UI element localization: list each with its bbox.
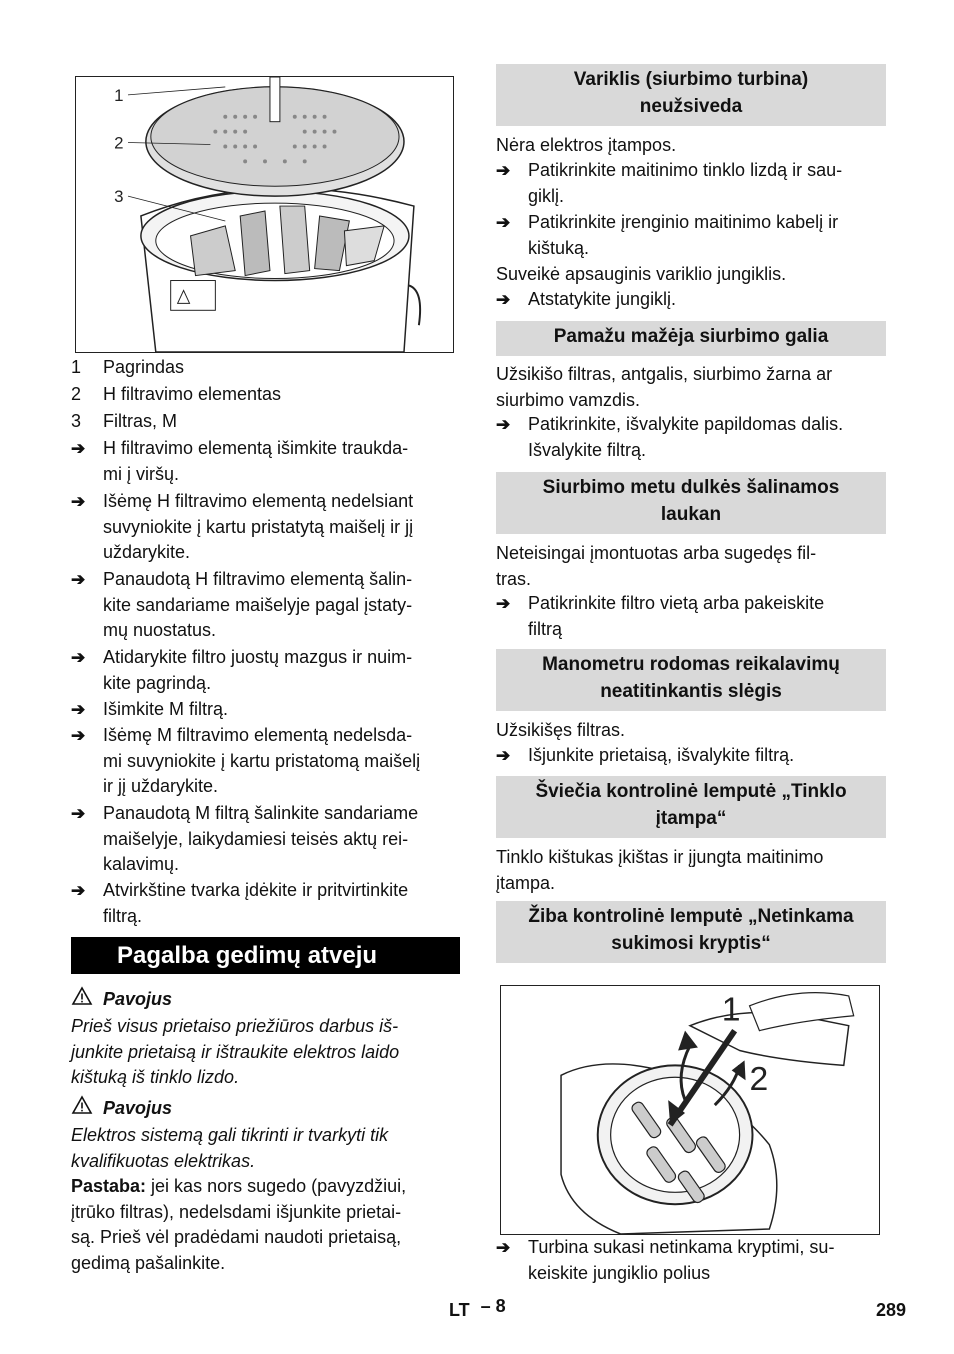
figure-label-2: 2	[114, 133, 124, 153]
arrow-right-icon: ➔	[496, 1238, 511, 1257]
instruction-step	[71, 567, 460, 644]
cause-text: Tinklo kištukas įkištas ir įjungta maitinimo įtampa.	[496, 847, 824, 893]
footer-lang: LT	[449, 1300, 470, 1320]
subsection-heading: Šviečia kontrolinė lemputė „Tinklo įtampa“	[496, 776, 886, 838]
instruction-step	[496, 210, 886, 261]
footer-local-page: – 8	[480, 1296, 506, 1316]
subsection-heading: Siurbimo metu dulkės šalinamos laukan	[496, 472, 886, 534]
step-text: Patikrinkite maitinimo tinklo lizdą ir sau- giklį.	[528, 160, 843, 206]
arrow-right-icon: ➔	[496, 290, 511, 309]
legend-number: 3	[71, 411, 82, 431]
legend-number: 1	[71, 357, 82, 377]
arrow-right-icon: ➔	[496, 415, 511, 434]
subsection-heading: Manometru rodomas reikalavimų neatitinkantis slėgis	[496, 649, 886, 711]
cause-text: Suveikė apsauginis variklio jungiklis.	[496, 264, 787, 284]
figure-label-1: 1	[114, 85, 124, 105]
cause-text: Užsikišęs filtras.	[496, 720, 626, 740]
warning-label-text: Pavojus	[103, 989, 173, 1009]
legend-item	[71, 382, 281, 408]
arrow-right-icon: ➔	[71, 648, 86, 667]
cause-text: Užsikišo filtras, antgalis, siurbimo žarna ar siurbimo vamzdis.	[496, 364, 833, 410]
instruction-step	[71, 801, 460, 878]
step-text: Atidarykite filtro juostų mazgus ir nuim- kite pagrindą.	[103, 647, 413, 693]
arrow-right-icon: ➔	[71, 881, 86, 900]
arrow-right-icon: ➔	[496, 213, 511, 232]
warning-triangle-icon	[71, 986, 95, 1014]
step-text: Patikrinkite įrenginio maitinimo kabelį ir kištuką.	[528, 212, 839, 258]
filter-illustration	[76, 77, 453, 352]
step-text: H filtravimo elementą išimkite traukda- mi į viršų.	[103, 438, 409, 484]
step-text: Išjunkite prietaisą, išvalykite filtrą.	[528, 745, 795, 765]
plug-illustration	[501, 986, 879, 1234]
instruction-step	[71, 489, 460, 566]
figure-label-2: 2	[749, 1060, 769, 1099]
arrow-right-icon: ➔	[71, 492, 86, 511]
section-title: Pagalba gedimų atveju	[71, 937, 460, 974]
instruction-step	[71, 878, 460, 929]
warning-label-text: Pavojus	[103, 1098, 173, 1118]
footer-language	[449, 1298, 506, 1324]
arrow-right-icon: ➔	[496, 746, 511, 765]
instruction-step	[496, 158, 886, 209]
legend-text: Filtras, M	[103, 411, 177, 431]
arrow-right-icon: ➔	[71, 726, 86, 745]
instruction-step	[71, 723, 460, 800]
step-text: Išimkite M filtrą.	[103, 699, 229, 719]
note-label: Pastaba:	[71, 1176, 147, 1196]
warning-text: Prieš visus prietaiso priežiūros darbus iš- junkite prietaisą ir ištraukite elektros laido kištuką iš tinklo lizdo.	[71, 1016, 400, 1087]
arrow-right-icon: ➔	[496, 161, 511, 180]
figure-label-3: 3	[114, 187, 124, 207]
instruction-step	[71, 697, 460, 723]
legend-item	[71, 355, 184, 381]
page-number: 289	[876, 1300, 907, 1320]
arrow-right-icon: ➔	[71, 804, 86, 823]
step-text: Išėmę M filtravimo elementą nedelsda- mi suvyniokite į kartu pristatomą maišelį ir jį uždarykite.	[103, 725, 421, 796]
warning-label	[71, 1095, 460, 1123]
warning-label	[71, 986, 460, 1014]
arrow-right-icon: ➔	[496, 594, 511, 613]
cause-text: Nėra elektros įtampos.	[496, 135, 677, 155]
step-text: Patikrinkite filtro vietą arba pakeiskite filtrą	[528, 593, 825, 639]
instruction-step	[496, 591, 886, 642]
subsection-heading: Pamažu mažėja siurbimo galia	[496, 321, 886, 356]
note	[71, 1174, 460, 1276]
step-text: Atvirkštine tvarka įdėkite ir pritvirtinkite filtrą.	[103, 880, 409, 926]
plug-figure	[500, 985, 880, 1235]
instruction-step	[496, 287, 886, 313]
subsection-heading: Žiba kontrolinė lemputė „Netinkama sukimosi kryptis“	[496, 901, 886, 963]
figure-label-1: 1	[721, 990, 741, 1029]
arrow-right-icon: ➔	[71, 439, 86, 458]
instruction-step	[71, 645, 460, 696]
legend-item	[71, 409, 177, 435]
warning-triangle-icon	[71, 1095, 95, 1123]
legend-text: Pagrindas	[103, 357, 185, 377]
step-text: Atstatykite jungiklį.	[528, 289, 677, 309]
cause-text: Neteisingai įmontuotas arba sugedęs fil- tras.	[496, 543, 817, 589]
step-text: Patikrinkite, išvalykite papildomas dalis. Išvalykite filtrą.	[528, 414, 844, 460]
subsection-heading: Variklis (siurbimo turbina) neužsiveda	[496, 64, 886, 126]
instruction-step	[71, 436, 460, 487]
instruction-step	[496, 1235, 886, 1286]
step-text: Turbina sukasi netinkama kryptimi, su- keiskite jungiklio polius	[528, 1237, 835, 1283]
note-text: jei kas nors sugedo (pavyzdžiui, įtrūko filtras), nedelsdami išjunkite prietai- są. Prieš vėl pradėdami naudoti prietaisą, gedimą pašalinkite.	[71, 1176, 407, 1273]
step-text: Panaudotą H filtravimo elementą šalin- kite sandariame maišelyje pagal įstaty- mų nuostatus.	[103, 569, 413, 640]
legend-number: 2	[71, 384, 82, 404]
step-text: Panaudotą M filtrą šalinkite sandariame maišelyje, laikydamiesi teisės aktų rei- kalavimų.	[103, 803, 419, 874]
instruction-step	[496, 412, 886, 463]
legend-text: H filtravimo elementas	[103, 384, 282, 404]
arrow-right-icon: ➔	[71, 570, 86, 589]
arrow-right-icon: ➔	[71, 700, 86, 719]
warning-text: Elektros sistemą gali tikrinti ir tvarkyti tik kvalifikuotas elektrikas.	[71, 1125, 389, 1171]
step-text: Išėmę H filtravimo elementą nedelsiant suvyniokite į kartu pristatytą maišelį ir jį uždarykite.	[103, 491, 414, 562]
filter-figure	[75, 76, 454, 353]
instruction-step	[496, 743, 886, 769]
